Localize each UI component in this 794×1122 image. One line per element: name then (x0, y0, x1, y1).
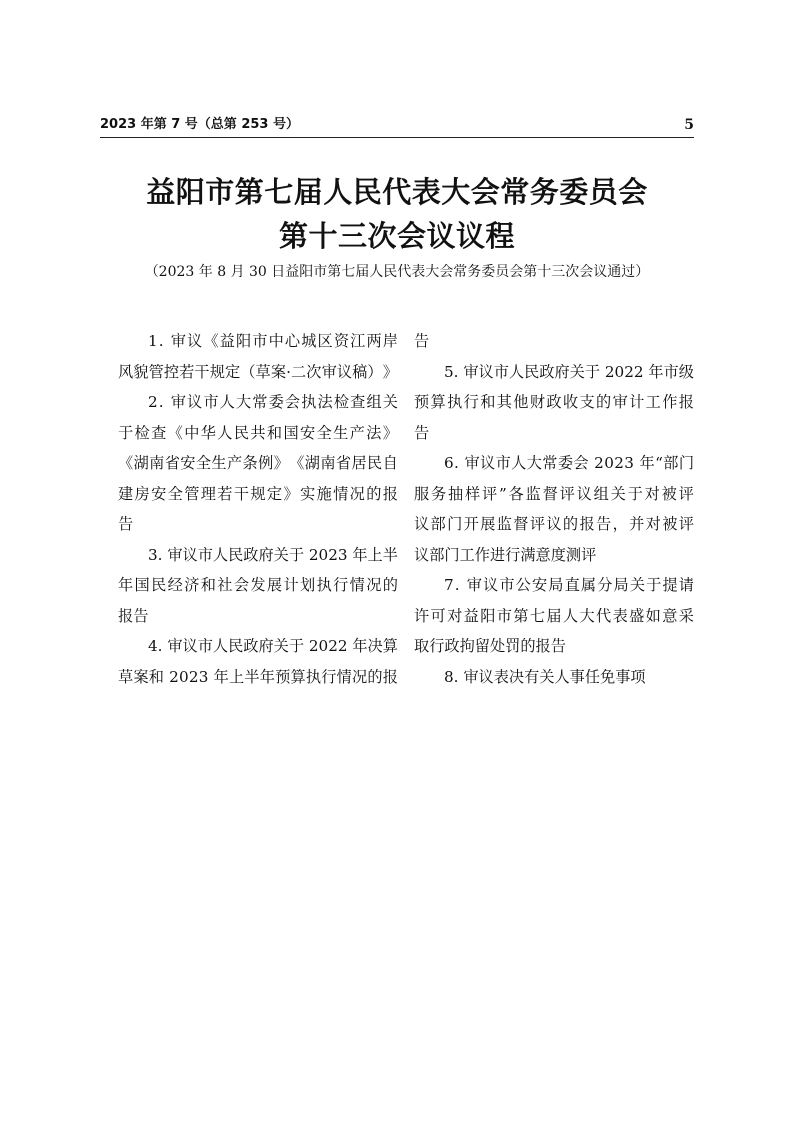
agenda-line: 取行政拘留处罚的报告 (414, 637, 566, 655)
agenda-column-right (414, 326, 694, 692)
issue-label: 2023 年第 7 号（总第 253 号） (100, 117, 299, 132)
agenda-line: 告 (414, 423, 430, 442)
agenda-line: 风 貌 管 控 若 干 规 定 （ 草 案 · 二 次 审 议 稿 ） 》 (118, 362, 398, 381)
agenda-line: 6 . 审 议 市 人 大 常 委 会 2 0 2 3 年 “ 部 门 (444, 454, 694, 472)
agenda-line: 《 湖 南 省 安 全 生 产 条 例 》 《 湖 南 省 居 民 自 (118, 454, 398, 472)
page-title-line1: 益阳市第七届人民代表大会常务委员会 (146, 175, 648, 209)
agenda-line: 年 国 民 经 济 和 社 会 发 展 计 划 执 行 情 况 的 (118, 576, 398, 594)
agenda-line: 2 . 审 议 市 人 大 常 委 会 执 法 检 查 组 关 (148, 393, 398, 411)
agenda-line: 3 . 审 议 市 人 民 政 府 关 于 2 0 2 3 年 上 半 (148, 545, 398, 564)
agenda-line: 8. 审议表决有关人事任免事项 (444, 667, 646, 686)
page-header (100, 115, 694, 138)
agenda-line: 4 . 审 议 市 人 民 政 府 关 于 2 0 2 2 年 决 算 (148, 637, 398, 655)
agenda-line: 服 务 抽 样 评 ” 各 监 督 评 议 组 关 于 对 被 评 (414, 484, 694, 503)
agenda-line: 议 部 门 开 展 监 督 评 议 的 报 告 ， 并 对 被 评 (414, 515, 694, 533)
agenda-line: 告 (414, 332, 430, 350)
agenda-line: 报告 (118, 606, 149, 625)
agenda-line: 草 案 和 2 0 2 3 年 上 半 年 预 算 执 行 情 况 的 报 (118, 667, 398, 686)
page-title-line2: 第十三次会议议程 (278, 219, 515, 253)
agenda-line: 许 可 对 益 阳 市 第 七 届 人 大 代 表 盛 如 意 采 (414, 606, 694, 625)
agenda-line: 告 (118, 515, 134, 533)
agenda-column-left (118, 326, 398, 692)
agenda-line: 于 检 查 《 中 华 人 民 共 和 国 安 全 生 产 法 》 (118, 423, 398, 442)
agenda-line: 7 . 审 议 市 公 安 局 直 属 分 局 关 于 提 请 (444, 576, 694, 594)
page-number: 5 (684, 117, 694, 133)
agenda-line: 1 . 审 议 《 益 阳 市 中 心 城 区 资 江 两 岸 (148, 332, 398, 350)
agenda-line: 5 . 审 议 市 人 民 政 府 关 于 2 0 2 2 年 市 级 (444, 362, 694, 381)
agenda-line: 建 房 安 全 管 理 若 干 规 定 》 实 施 情 况 的 报 (118, 484, 398, 503)
adoption-note: （2023 年 8 月 30 日益阳市第七届人民代表大会常务委员会第十三次会议通过） (144, 264, 650, 280)
agenda-line: 议部门工作进行满意度测评 (414, 545, 597, 564)
agenda-line: 预 算 执 行 和 其 他 财 政 收 支 的 审 计 工 作 报 (414, 393, 694, 411)
